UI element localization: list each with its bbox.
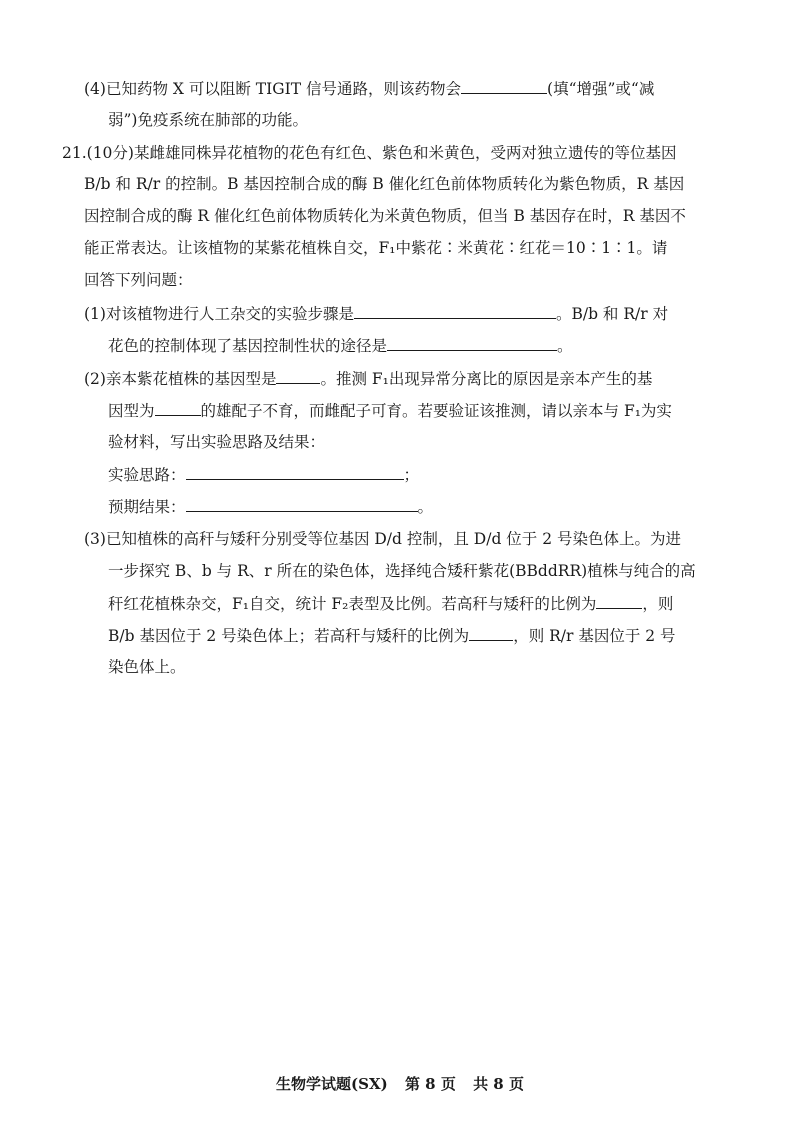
q21-2-line2 xyxy=(108,400,672,421)
experiment-idea-label: 实验思路： xyxy=(108,466,186,484)
page-footer xyxy=(0,1073,800,1094)
expected-result-label: 预期结果： xyxy=(108,498,186,516)
q21-3-blank-ratio1[interactable] xyxy=(596,593,642,609)
q21-2-blank-genotype[interactable] xyxy=(276,368,320,384)
q21-2-result xyxy=(108,496,433,517)
q21-stem-line: 因控制合成的酶 R 催化红色前体物质转化为米黄色物质，但当 B 基因存在时，R 基因不 xyxy=(84,207,686,225)
q21-1-line2 xyxy=(108,335,573,356)
q20-4-text: (4)已知药物 X 可以阻断 TIGIT 信号通路，则该药物会 xyxy=(84,80,462,98)
q21-stem-line: 21.(10分)某雌雄同株异花植物的花色有红色、紫色和米黄色，受两对独立遗传的等位基因 xyxy=(62,144,677,162)
q21-1-line1 xyxy=(84,303,668,324)
q21-3-line4 xyxy=(108,625,676,646)
expected-result-blank[interactable] xyxy=(186,496,418,512)
q21-3-line2: 一步探究 B、b 与 R、r 所在的染色体，选择纯合矮秆紫花(BBddRR)植株与纯合的高 xyxy=(108,562,696,580)
q21-2-text: 。推测 F₁出现异常分离比的原因是亲本产生的基 xyxy=(320,370,653,388)
q21-2-blank-gamete[interactable] xyxy=(155,400,201,416)
q20-4-line2: 弱”)免疫系统在肺部的功能。 xyxy=(108,111,308,129)
punctuation: 。 xyxy=(417,498,434,516)
experiment-idea-blank[interactable] xyxy=(186,464,404,480)
q21-3-text: ，则 R/r 基因位于 2 号 xyxy=(513,627,676,645)
q20-4-answer-blank[interactable] xyxy=(461,78,547,94)
q21-1-text: 。 xyxy=(557,337,573,355)
q21-stem-line: 回答下列问题： xyxy=(84,271,193,289)
footer-page-number: 第 8 页 xyxy=(404,1075,456,1093)
q21-3-text: 秆红花植株杂交，F₁自交，统计 F₂表型及比例。若高秆与矮秆的比例为 xyxy=(108,595,597,613)
q21-2-text: 的雄配子不育，而雌配子可育。若要验证该推测，请以亲本与 F₁为实 xyxy=(200,402,672,420)
q21-1-text: (1)对该植物进行人工杂交的实验步骤是 xyxy=(84,305,354,323)
q21-2-text: (2)亲本紫花植株的基因型是 xyxy=(84,370,277,388)
q21-3-line5: 染色体上。 xyxy=(108,658,186,676)
q21-1-blank-steps[interactable] xyxy=(354,303,556,319)
punctuation: ； xyxy=(403,466,420,484)
q21-3-line3 xyxy=(108,593,673,614)
q21-stem-line: B/b 和 R/r 的控制。B 基因控制合成的酶 B 催化红色前体物质转化为紫色物质，R 基因 xyxy=(84,175,685,193)
q21-1-blank-pathway[interactable] xyxy=(387,335,557,351)
q21-3-line1: (3)已知植株的高秆与矮秆分别受等位基因 D/d 控制，且 D/d 位于 2 号染色体上。为进 xyxy=(84,530,682,548)
q21-2-line1 xyxy=(84,368,652,389)
footer-subject: 生物学试题(SX) xyxy=(276,1075,388,1093)
q21-1-text: 花色的控制体现了基因控制性状的途径是 xyxy=(108,337,388,355)
q20-4-line1 xyxy=(84,78,654,99)
q21-stem-line: 能正常表达。让该植物的某紫花植株自交，F₁中紫花∶米黄花∶红花＝10∶1∶1。请 xyxy=(84,239,668,257)
q20-4-hint: (填“增强”或“减 xyxy=(547,80,655,98)
q21-2-line3: 验材料，写出实验思路及结果： xyxy=(108,433,326,451)
q21-2-text: 因型为 xyxy=(108,402,155,420)
q21-3-text: ，则 xyxy=(642,595,674,613)
q21-3-text: B/b 基因位于 2 号染色体上；若高秆与矮秆的比例为 xyxy=(108,627,470,645)
q21-3-blank-ratio2[interactable] xyxy=(469,625,513,641)
q21-1-text: 。B/b 和 R/r 对 xyxy=(555,305,669,323)
footer-total-pages: 共 8 页 xyxy=(473,1075,524,1093)
q21-2-idea xyxy=(108,464,419,485)
